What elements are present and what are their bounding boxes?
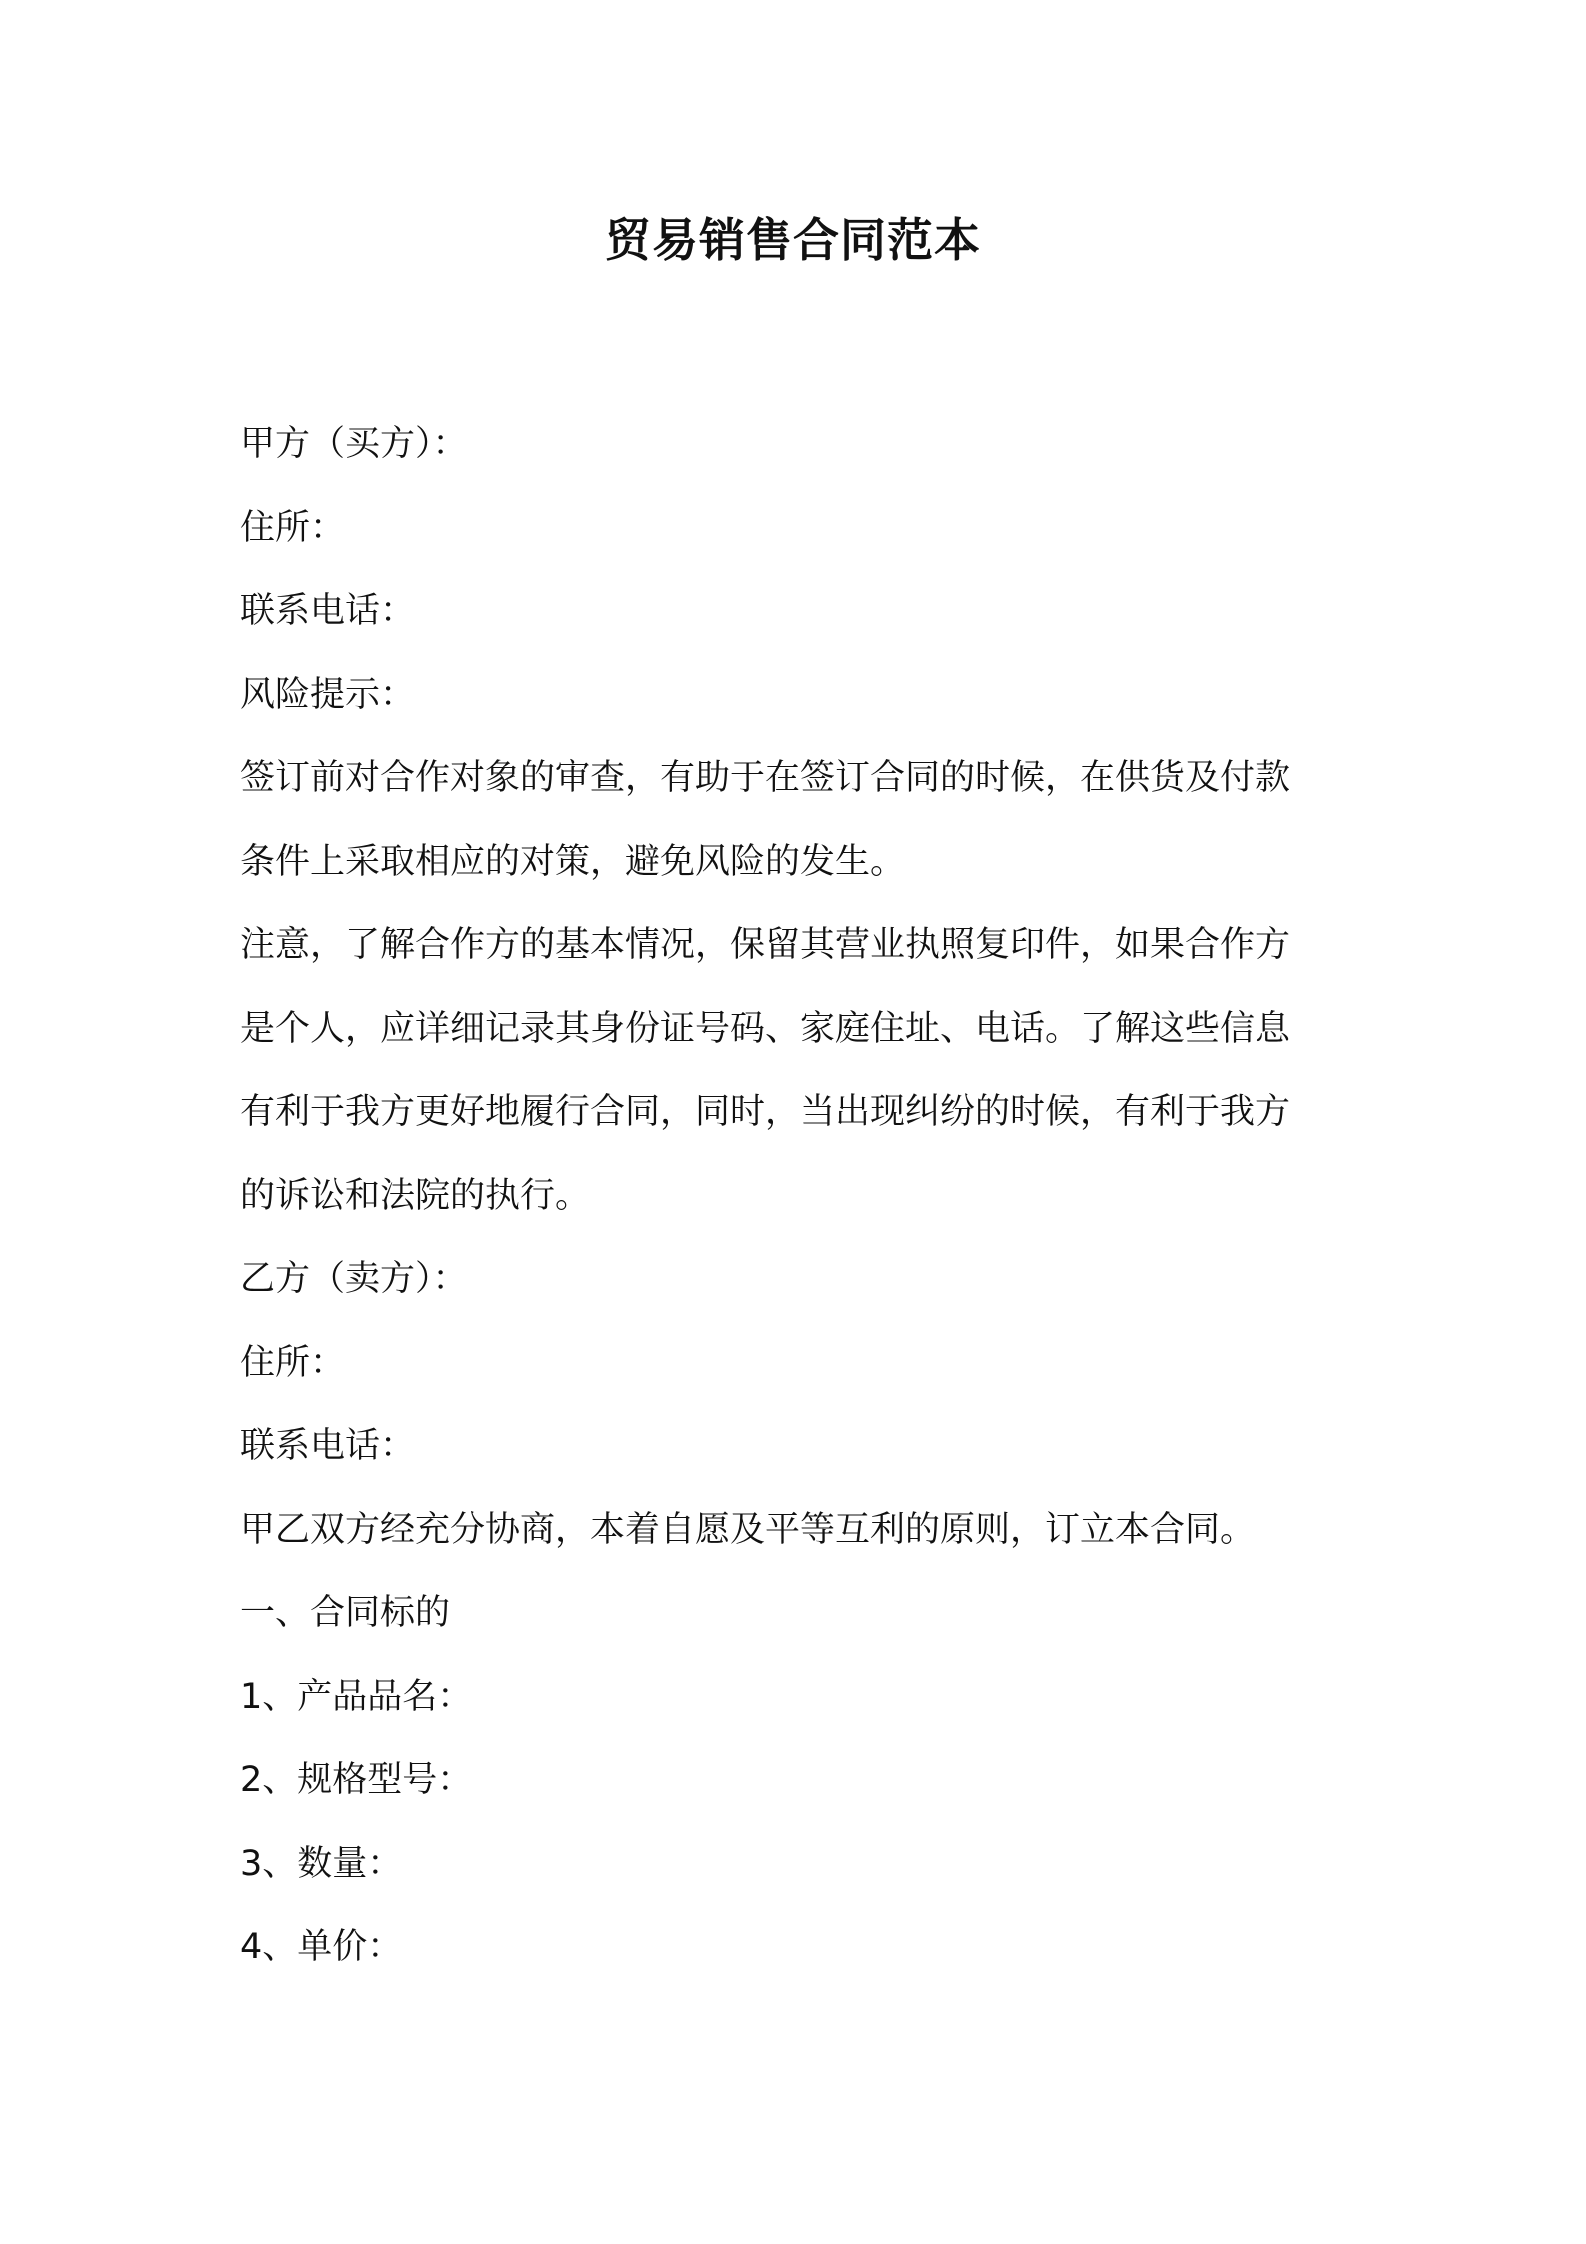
party-b-address: 住所： xyxy=(240,1342,346,1383)
risk-tip-line-1: 签订前对合作对象的审查，有助于在签订合同的时候，在供货及付款 xyxy=(240,758,1291,798)
document-body xyxy=(240,403,1360,1990)
section-heading-subject: 一、合同标的 xyxy=(240,1593,451,1633)
party-b-label: 乙方（卖方）： xyxy=(240,1259,468,1299)
item-quantity: 3、数量： xyxy=(240,1843,403,1884)
note-line-2: 是个人，应详细记录其身份证号码、家庭住址、电话。了解这些信息 xyxy=(240,1008,1291,1049)
note-line-3: 有利于我方更好地履行合同，同时，当出现纠纷的时候，有利于我方 xyxy=(240,1092,1291,1132)
item-unit-price: 4、单价： xyxy=(240,1927,403,1967)
party-a-phone: 联系电话： xyxy=(240,591,416,631)
party-a-label: 甲方（买方）： xyxy=(240,424,468,464)
agreement-statement: 甲乙双方经充分协商，本着自愿及平等互利的原则，订立本合同。 xyxy=(240,1509,1256,1550)
risk-tip-heading: 风险提示： xyxy=(240,674,416,715)
document-title: 贸易销售合同范本 xyxy=(605,213,981,267)
party-b-phone: 联系电话： xyxy=(240,1426,416,1466)
party-a-address: 住所： xyxy=(240,507,346,548)
note-line-4: 的诉讼和法院的执行。 xyxy=(240,1175,591,1216)
risk-tip-line-2: 条件上采取相应的对策，避免风险的发生。 xyxy=(240,841,906,882)
item-product-name: 1、产品品名： xyxy=(240,1676,473,1717)
note-line-1: 注意，了解合作方的基本情况，保留其营业执照复印件，如果合作方 xyxy=(240,925,1291,965)
item-spec-model: 2、规格型号： xyxy=(240,1760,473,1800)
